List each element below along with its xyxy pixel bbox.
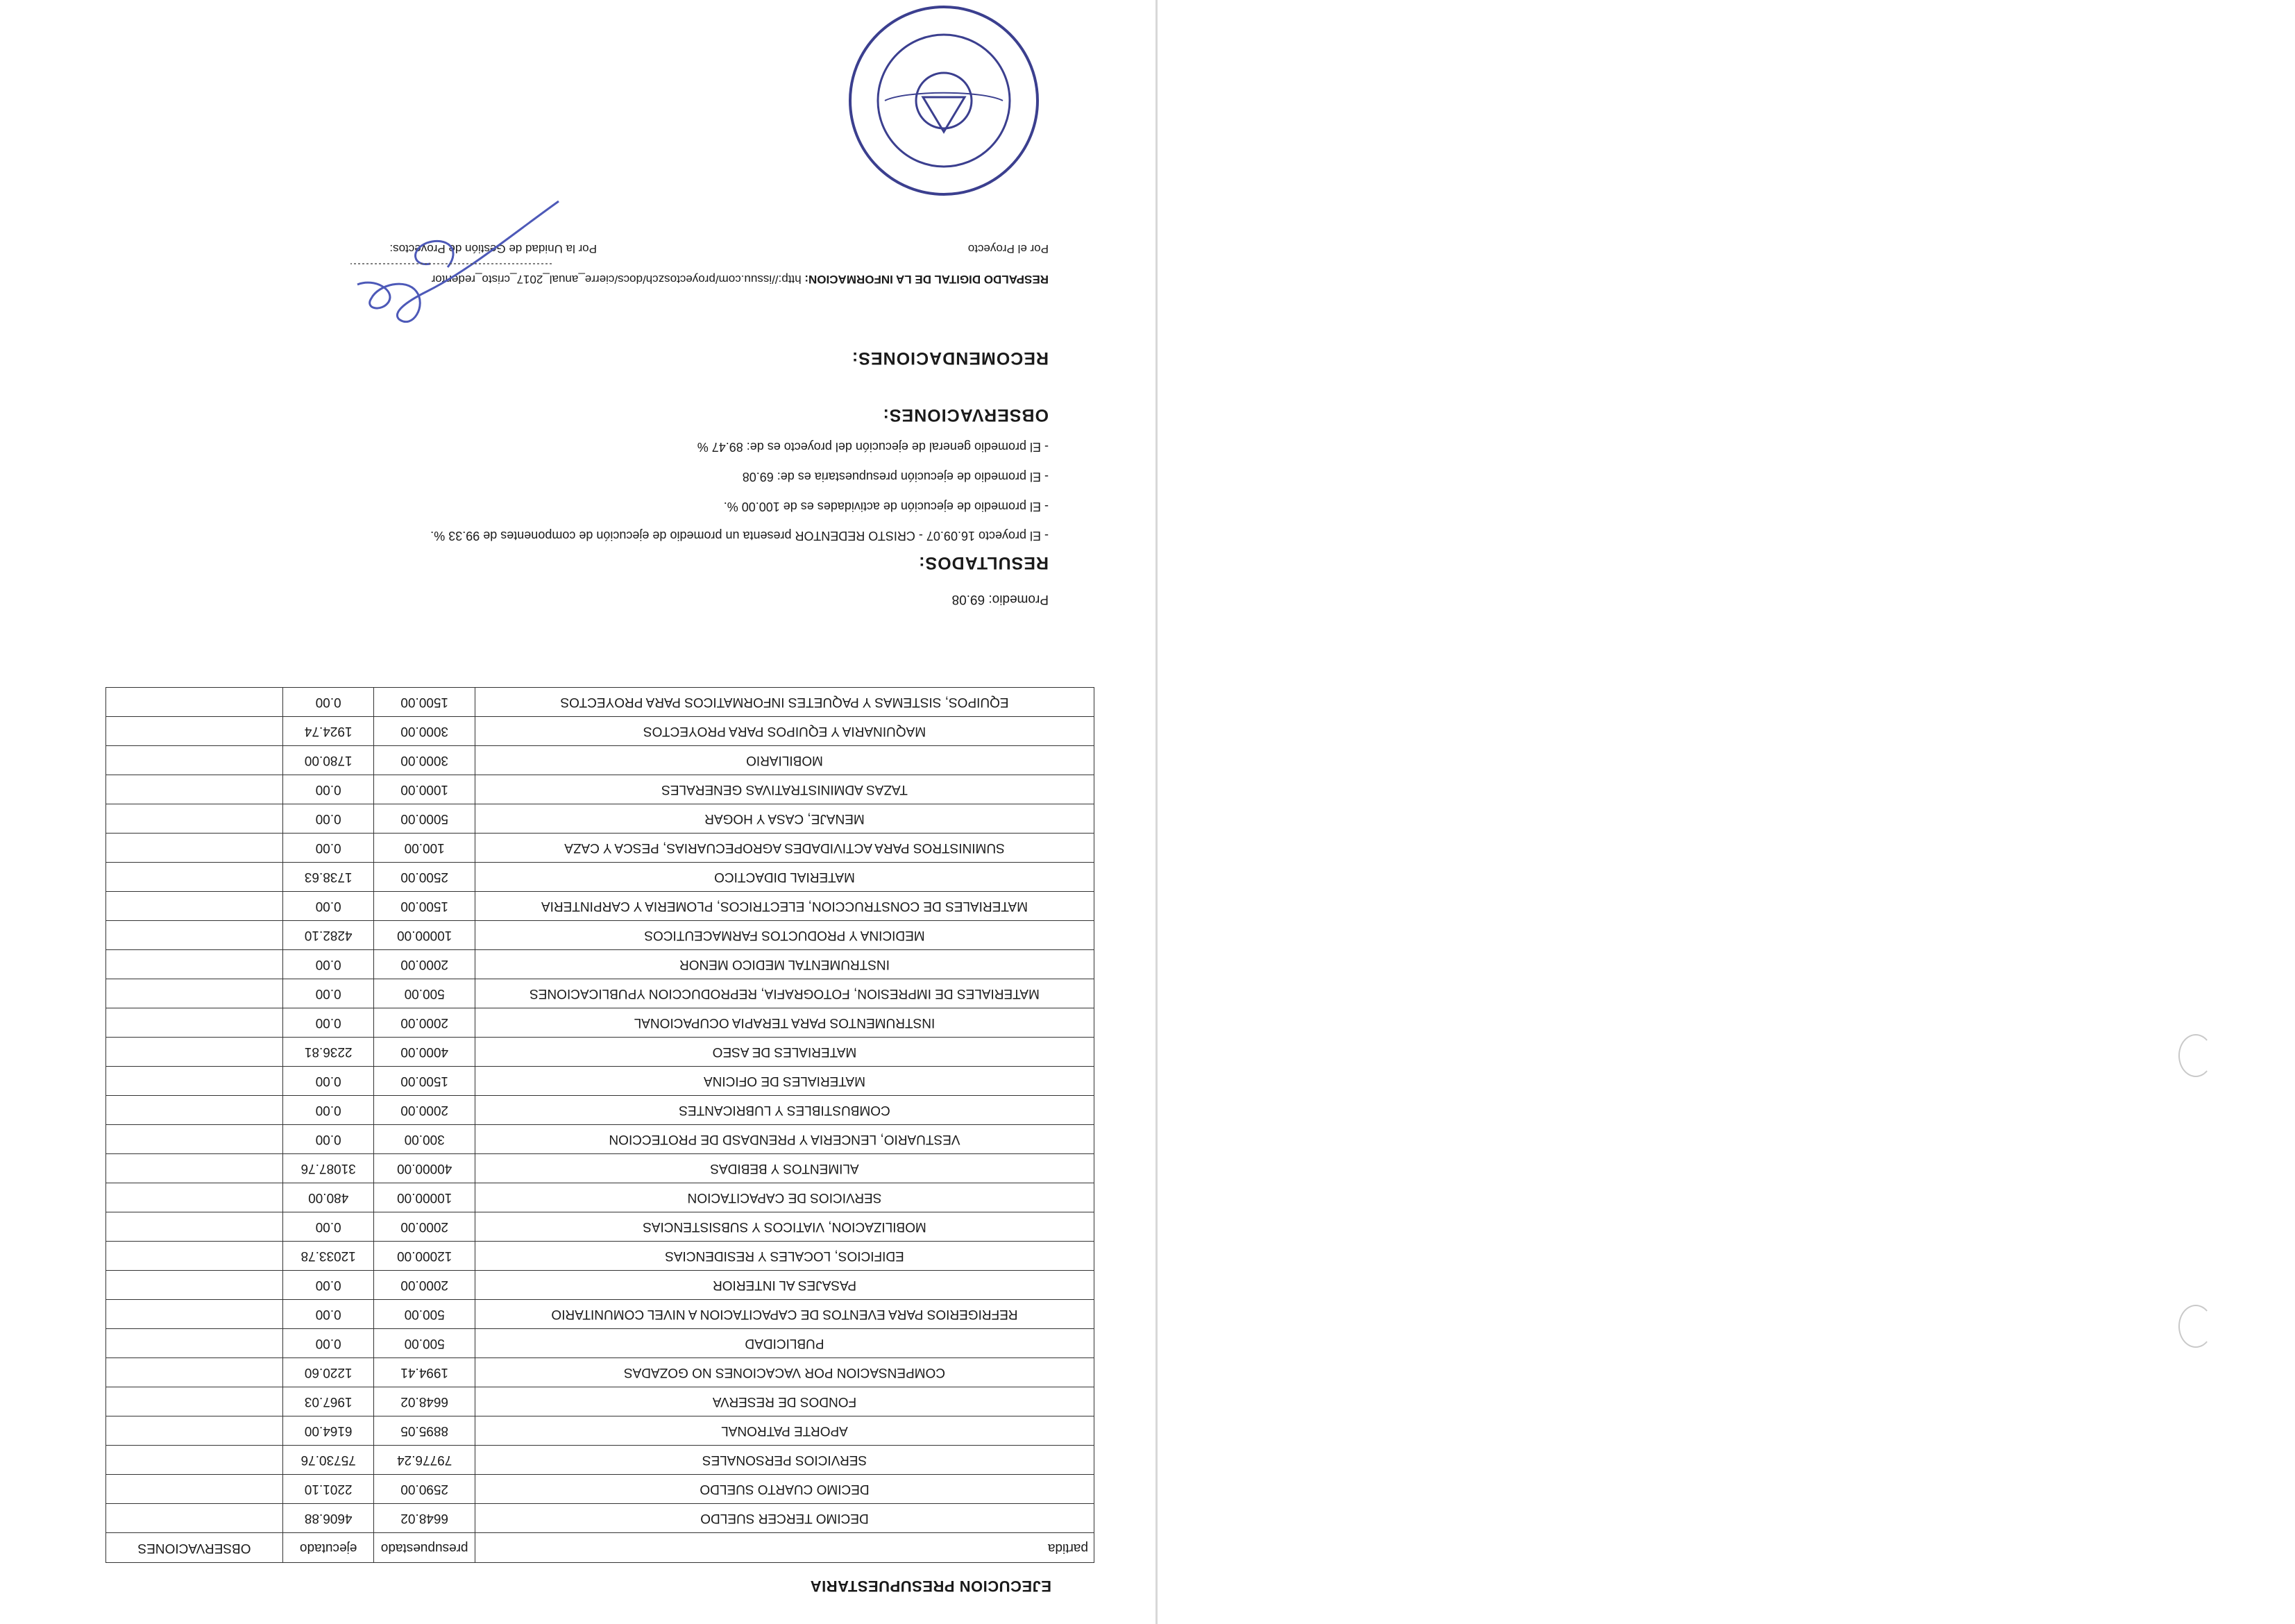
cell-presupuestado: 5000.00 [374, 804, 475, 834]
cell-presupuestado: 6648.02 [374, 1387, 475, 1416]
table-row [106, 1067, 1094, 1096]
cell-ejecutado: 480.00 [282, 1183, 374, 1212]
cell-ejecutado: 0.00 [282, 1212, 374, 1242]
cell-observaciones [106, 717, 283, 746]
cell-ejecutado: 0.00 [282, 834, 374, 863]
results-heading: RESULTADOS: [918, 553, 1049, 573]
table-row [106, 1504, 1094, 1533]
cell-observaciones [106, 1154, 283, 1183]
table-row [106, 1329, 1094, 1358]
result-line: - El promedio de ejecución presupuestaria es de: 69.08 [742, 470, 1049, 484]
table-row [106, 1008, 1094, 1038]
cell-ejecutado: 0.00 [282, 804, 374, 834]
table-row [106, 775, 1094, 804]
cell-partida: ALIMENTOS Y BEBIDAS [475, 1154, 1094, 1183]
cell-partida: MATERIALES DE OFICINA [475, 1067, 1094, 1096]
cell-ejecutado: 31087.76 [282, 1154, 374, 1183]
cell-partida: MATERIALES DE CONSTRUCCION, ELECTRICOS, PLOMERIA Y CARPINTERIA [475, 892, 1094, 921]
cell-partida: MATERIAL DIDACTICO [475, 863, 1094, 892]
cell-presupuestado: 10000.00 [374, 921, 475, 950]
cell-observaciones [106, 1475, 283, 1504]
cell-partida: PASAJES AL INTERIOR [475, 1271, 1094, 1300]
table-row [106, 1242, 1094, 1271]
cell-partida: MATERIALES DE IMPRESION, FOTOGRAFIA, REPRODUCCION YPUBLICACIONES [475, 979, 1094, 1008]
cell-presupuestado: 2500.00 [374, 863, 475, 892]
cell-observaciones [106, 1096, 283, 1125]
result-line: - El promedio de ejecución de actividades es de 100.00 %. [723, 500, 1049, 514]
cell-presupuestado: 2590.00 [374, 1475, 475, 1504]
observations-heading: OBSERVACIONES: [882, 405, 1049, 425]
cell-ejecutado: 1780.00 [282, 746, 374, 775]
cell-partida: MENAJE, CASA Y HOGAR [475, 804, 1094, 834]
cell-presupuestado: 2000.00 [374, 1212, 475, 1242]
cell-ejecutado: 2236.81 [282, 1038, 374, 1067]
cell-presupuestado: 10000.00 [374, 1183, 475, 1212]
cell-partida: REFRIGERIOS PARA EVENTOS DE CAPACITACION A NIVEL COMUNITARIO [475, 1300, 1094, 1329]
header-ejecutado: ejecutado [282, 1533, 374, 1563]
cell-observaciones [106, 1446, 283, 1475]
cell-observaciones [106, 921, 283, 950]
cell-observaciones [106, 775, 283, 804]
cell-observaciones [106, 892, 283, 921]
cell-presupuestado: 2000.00 [374, 1008, 475, 1038]
cell-ejecutado: 0.00 [282, 1329, 374, 1358]
cell-partida: COMPENSACION POR VACACIONES NO GOZADAS [475, 1358, 1094, 1387]
table-row [106, 979, 1094, 1008]
cell-observaciones [106, 950, 283, 979]
table-row [106, 921, 1094, 950]
cell-presupuestado: 6648.02 [374, 1504, 475, 1533]
cell-partida: TAZAS ADMINISTRATIVAS GENERALES [475, 775, 1094, 804]
cell-presupuestado: 1500.00 [374, 1067, 475, 1096]
blank-area [1158, 0, 2295, 1624]
table-row [106, 1125, 1094, 1154]
cell-partida: MEDICINA Y PRODUCTOS FARMACEUTICOS [475, 921, 1094, 950]
table-row [106, 746, 1094, 775]
cell-ejecutado: 0.00 [282, 1125, 374, 1154]
cell-observaciones [106, 1067, 283, 1096]
table-row [106, 1387, 1094, 1416]
cell-observaciones [106, 1504, 283, 1533]
cell-presupuestado: 100.00 [374, 834, 475, 863]
cell-presupuestado: 1500.00 [374, 892, 475, 921]
cell-observaciones [106, 1300, 283, 1329]
table-row [106, 1358, 1094, 1387]
cell-observaciones [106, 1358, 283, 1387]
cell-partida: INSTRUMENTOS PARA TERAPIA OCUPACIONAL [475, 1008, 1094, 1038]
cell-ejecutado: 0.00 [282, 979, 374, 1008]
cell-partida: PUBLICIDAD [475, 1329, 1094, 1358]
cell-observaciones [106, 1416, 283, 1446]
cell-presupuestado: 300.00 [374, 1125, 475, 1154]
header-partida: partida [475, 1533, 1094, 1563]
cell-presupuestado: 3000.00 [374, 717, 475, 746]
table-row [106, 1183, 1094, 1212]
cell-partida: MOBILIZACION, VIATICOS Y SUBSISTENCIAS [475, 1212, 1094, 1242]
table-row [106, 688, 1094, 717]
cell-partida: APORTE PATRONAL [475, 1416, 1094, 1446]
cell-presupuestado: 2000.00 [374, 1271, 475, 1300]
cell-partida: EQUIPOS, SISTEMAS Y PAQUETES INFORMATICOS PARA PROYECTOS [475, 688, 1094, 717]
cell-observaciones [106, 1329, 283, 1358]
signature-label-unidad: Por la Unidad de Gestión de Proyectos: [389, 242, 597, 255]
cell-observaciones [106, 979, 283, 1008]
table-row [106, 1475, 1094, 1504]
cell-observaciones [106, 1387, 283, 1416]
cell-ejecutado: 0.00 [282, 1271, 374, 1300]
cell-partida: EDIFICIOS, LOCALES Y RESIDENCIAS [475, 1242, 1094, 1271]
cell-presupuestado: 3000.00 [374, 746, 475, 775]
table-row [106, 717, 1094, 746]
cell-partida: COMBUSTIBLES Y LUBRICANTES [475, 1096, 1094, 1125]
result-line: - El promedio general de ejecución del proyecto es de: 89.47 % [697, 440, 1049, 454]
cell-presupuestado: 1994.41 [374, 1358, 475, 1387]
cell-ejecutado: 75730.76 [282, 1446, 374, 1475]
table-row [106, 1038, 1094, 1067]
cell-partida: FONDOS DE RESERVA [475, 1387, 1094, 1416]
handwritten-signature [344, 194, 566, 333]
cell-observaciones [106, 1271, 283, 1300]
cell-partida: INSTRUMENTAL MEDICO MENOR [475, 950, 1094, 979]
digital-backup-label: RESPALDO DIGITAL DE LA INFORMACION: [804, 273, 1049, 286]
cell-ejecutado: 0.00 [282, 688, 374, 717]
cell-ejecutado: 0.00 [282, 950, 374, 979]
cell-observaciones [106, 746, 283, 775]
cell-ejecutado: 0.00 [282, 1067, 374, 1096]
cell-ejecutado: 2201.10 [282, 1475, 374, 1504]
cell-ejecutado: 0.00 [282, 1008, 374, 1038]
table-row [106, 1416, 1094, 1446]
cell-partida: MATERIALES DE ASEO [475, 1038, 1094, 1067]
cell-ejecutado: 1924.74 [282, 717, 374, 746]
table-row [106, 863, 1094, 892]
cell-observaciones [106, 1125, 283, 1154]
cell-ejecutado: 0.00 [282, 775, 374, 804]
cell-observaciones [106, 1183, 283, 1212]
cell-observaciones [106, 1242, 283, 1271]
table-row [106, 804, 1094, 834]
digital-backup-url: http://issuu.com/proyectoszch/docs/cierre_anual_2017_cristo_redentor [431, 273, 802, 286]
cell-ejecutado: 4282.10 [282, 921, 374, 950]
header-observaciones: OBSERVACIONES [106, 1533, 283, 1563]
cell-ejecutado: 0.00 [282, 1300, 374, 1329]
cell-ejecutado: 1220.60 [282, 1358, 374, 1387]
table-row [106, 950, 1094, 979]
cell-ejecutado: 4606.88 [282, 1504, 374, 1533]
cell-presupuestado: 1500.00 [374, 688, 475, 717]
cell-partida: DECIMO TERCER SUELDO [475, 1504, 1094, 1533]
table-row [106, 892, 1094, 921]
table-row [106, 1096, 1094, 1125]
cell-presupuestado: 2000.00 [374, 950, 475, 979]
cell-observaciones [106, 1008, 283, 1038]
punch-hole [2178, 1034, 2213, 1077]
cell-presupuestado: 40000.00 [374, 1154, 475, 1183]
cell-presupuestado: 500.00 [374, 979, 475, 1008]
table-row [106, 1271, 1094, 1300]
cell-ejecutado: 0.00 [282, 892, 374, 921]
cell-observaciones [106, 1212, 283, 1242]
signature-label-proyecto: Por el Proyecto [967, 242, 1049, 255]
cell-ejecutado: 12033.78 [282, 1242, 374, 1271]
cell-partida: MAQUINARIA Y EQUIPOS PARA PROYECTOS [475, 717, 1094, 746]
recommendations-heading: RECOMENDACIONES: [851, 348, 1049, 368]
budget-execution-table [105, 687, 1094, 1563]
cell-presupuestado: 12000.00 [374, 1242, 475, 1271]
cell-observaciones [106, 804, 283, 834]
cell-presupuestado: 4000.00 [374, 1038, 475, 1067]
table-row [106, 834, 1094, 863]
table-row [106, 1212, 1094, 1242]
budget-average: Promedio: 69.08 [951, 592, 1049, 607]
cell-ejecutado: 6164.00 [282, 1416, 374, 1446]
header-presupuestado: presupuestado [374, 1533, 475, 1563]
cell-presupuestado: 79776.24 [374, 1446, 475, 1475]
cell-ejecutado: 1967.03 [282, 1387, 374, 1416]
cell-partida: VESTUARIO, LENCERIA Y PRENDASD DE PROTECCION [475, 1125, 1094, 1154]
cell-observaciones [106, 834, 283, 863]
cell-partida: DECIMO CUARTO SUELDO [475, 1475, 1094, 1504]
cell-presupuestado: 1000.00 [374, 775, 475, 804]
cell-observaciones [106, 688, 283, 717]
cell-partida: SERVICIOS DE CAPACITACION [475, 1183, 1094, 1212]
cell-partida: SERVICIOS PERSONALES [475, 1446, 1094, 1475]
cell-ejecutado: 1738.63 [282, 863, 374, 892]
document-heading: EJECUCION PRESUPUESTARIA [810, 1578, 1051, 1595]
cell-presupuestado: 8895.05 [374, 1416, 475, 1446]
table-row [106, 1154, 1094, 1183]
cell-presupuestado: 500.00 [374, 1329, 475, 1358]
cell-presupuestado: 2000.00 [374, 1096, 475, 1125]
table-row [106, 1446, 1094, 1475]
cell-observaciones [106, 1038, 283, 1067]
cell-partida: MOBILIARIO [475, 746, 1094, 775]
cell-observaciones [106, 863, 283, 892]
cell-presupuestado: 500.00 [374, 1300, 475, 1329]
cell-partida: SUMINISTROS PARA ACTIVIDADES AGROPECUARIAS, PESCA Y CAZA [475, 834, 1094, 863]
table-header-row [106, 1533, 1094, 1563]
official-stamp [843, 0, 1044, 201]
result-line: - El proyecto 16.09.07 - CRISTO REDENTOR presenta un promedio de ejecución de componentes de 99.33 %. [430, 529, 1049, 543]
table-row [106, 1300, 1094, 1329]
punch-hole [2178, 1305, 2213, 1348]
cell-ejecutado: 0.00 [282, 1096, 374, 1125]
